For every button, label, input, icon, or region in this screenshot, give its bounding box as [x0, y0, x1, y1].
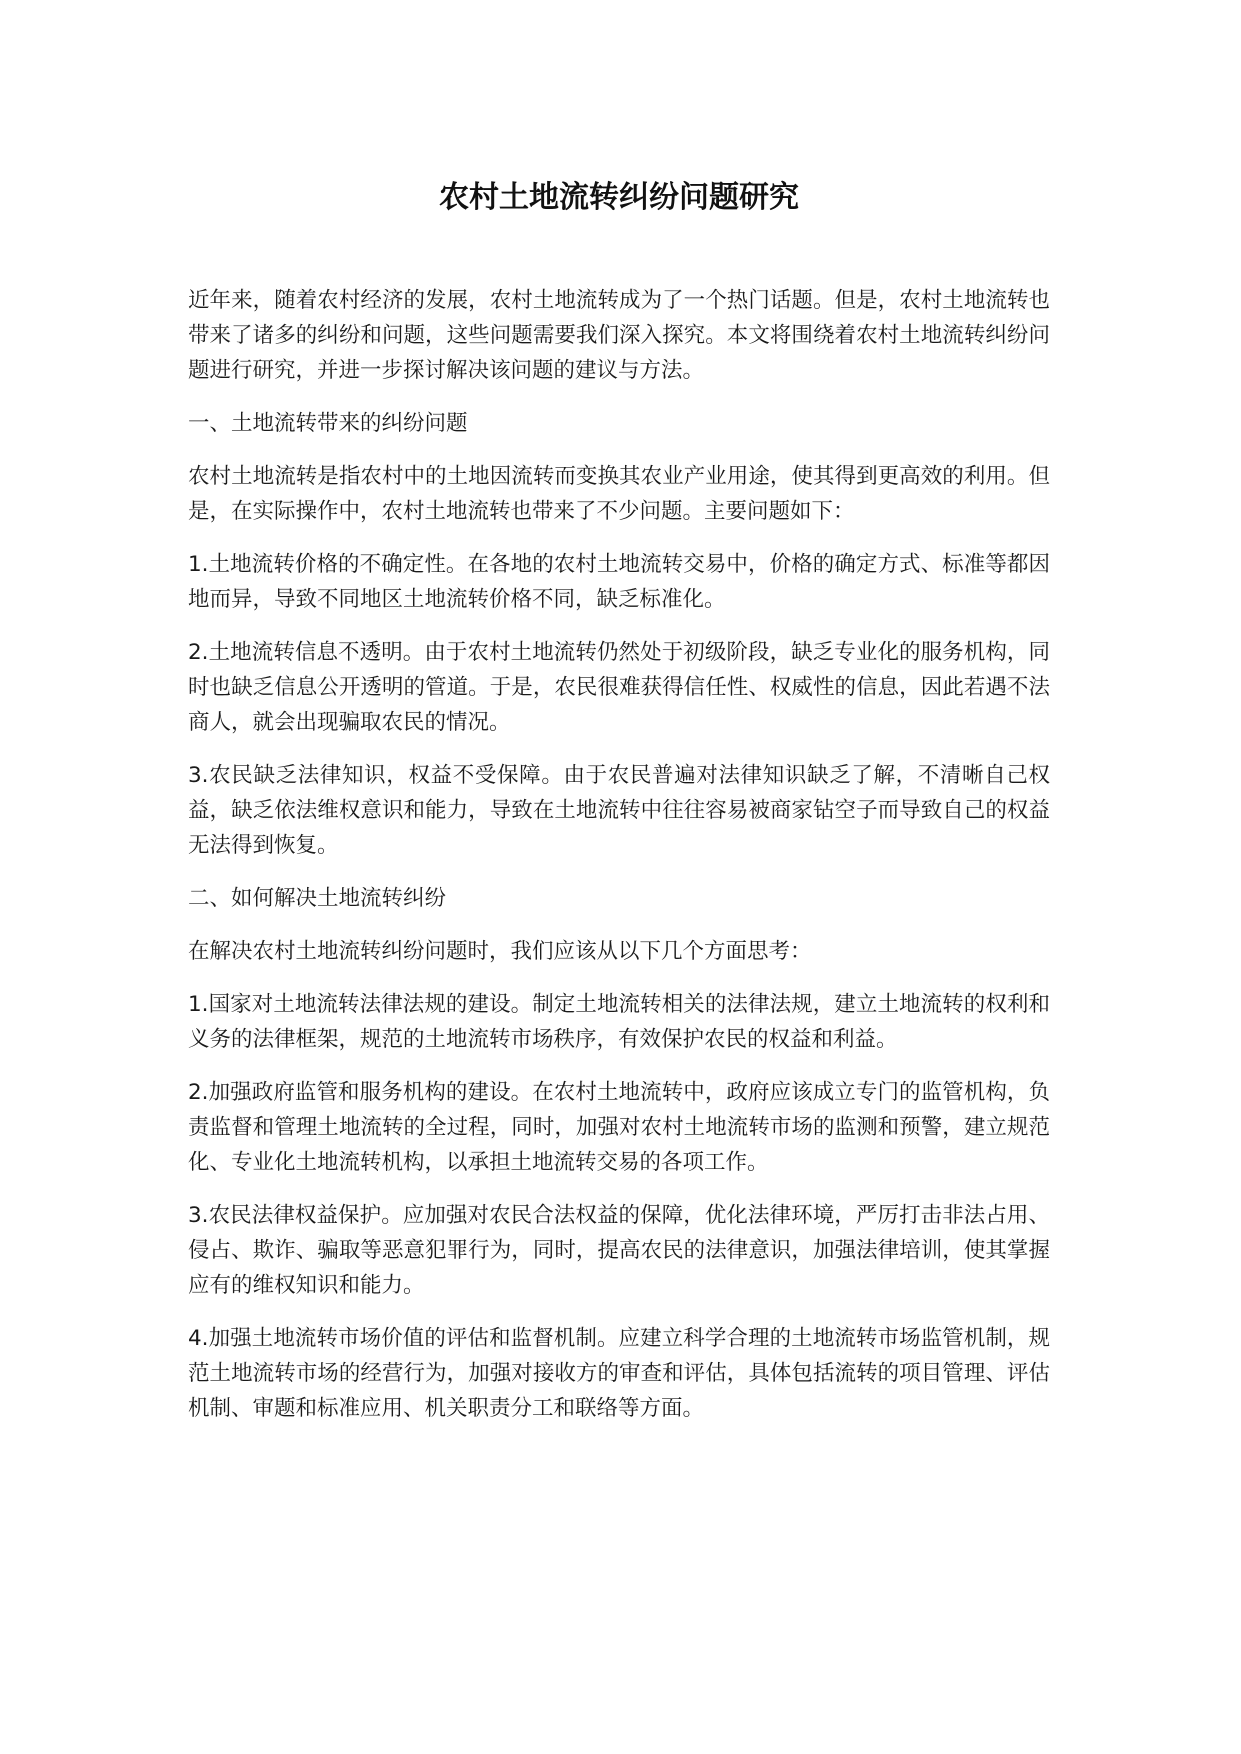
document-page: [188, 0, 1050, 1754]
document-body: [188, 283, 1050, 1444]
section-heading-1: 一、土地流转带来的纠纷问题: [188, 411, 468, 436]
intro-paragraph: 近年来，随着农村经济的发展，农村土地流转成为了一个热门话题。但是，农村土地流转也带来了诸多的纠纷和问题，这些问题需要我们深入探究。本文将围绕着农村土地流转纠纷问题进行研究，并进一步探讨解决该问题的建议与方法。: [188, 288, 1050, 383]
section-heading-2: 二、如何解决土地流转纠纷: [188, 886, 447, 911]
problem-item-1: 1.土地流转价格的不确定性。在各地的农村土地流转交易中，价格的确定方式、标准等都因地而异，导致不同地区土地流转价格不同，缺乏标准化。: [188, 552, 1050, 612]
section-2-intro-paragraph: 在解决农村土地流转纠纷问题时，我们应该从以下几个方面思考：: [188, 939, 812, 964]
section-1-intro-paragraph: 农村土地流转是指农村中的土地因流转而变换其农业产业用途，使其得到更高效的利用。但是，在实际操作中，农村土地流转也带来了不少问题。主要问题如下：: [188, 464, 1050, 524]
solution-item-4: 4.加强土地流转市场价值的评估和监督机制。应建立科学合理的土地流转市场监管机制，规范土地流转市场的经营行为，加强对接收方的审查和评估，具体包括流转的项目管理、评估机制、审题和标准应用、机关职责分工和联络等方面。: [188, 1326, 1050, 1421]
solution-item-2: 2.加强政府监管和服务机构的建设。在农村土地流转中，政府应该成立专门的监管机构，负责监督和管理土地流转的全过程，同时，加强对农村土地流转市场的监测和预警，建立规范化、专业化土地流转机构，以承担土地流转交易的各项工作。: [188, 1080, 1050, 1175]
solution-item-1: 1.国家对土地流转法律法规的建设。制定土地流转相关的法律法规，建立土地流转的权利和义务的法律框架，规范的土地流转市场秩序，有效保护农民的权益和利益。: [188, 992, 1050, 1052]
problem-item-2: 2.土地流转信息不透明。由于农村土地流转仍然处于初级阶段，缺乏专业化的服务机构，同时也缺乏信息公开透明的管道。于是，农民很难获得信任性、权威性的信息，因此若遇不法商人，就会出现骗取农民的情况。: [188, 640, 1050, 735]
document-title: 农村土地流转纠纷问题研究: [439, 180, 799, 215]
problem-item-3: 3.农民缺乏法律知识，权益不受保障。由于农民普遍对法律知识缺乏了解，不清晰自己权益，缺乏依法维权意识和能力，导致在土地流转中往往容易被商家钻空子而导致自己的权益无法得到恢复。: [188, 763, 1050, 858]
solution-item-3: 3.农民法律权益保护。应加强对农民合法权益的保障，优化法律环境，严厉打击非法占用、侵占、欺诈、骗取等恶意犯罪行为，同时，提高农民的法律意识，加强法律培训，使其掌握应有的维权知识和能力。: [188, 1203, 1050, 1298]
